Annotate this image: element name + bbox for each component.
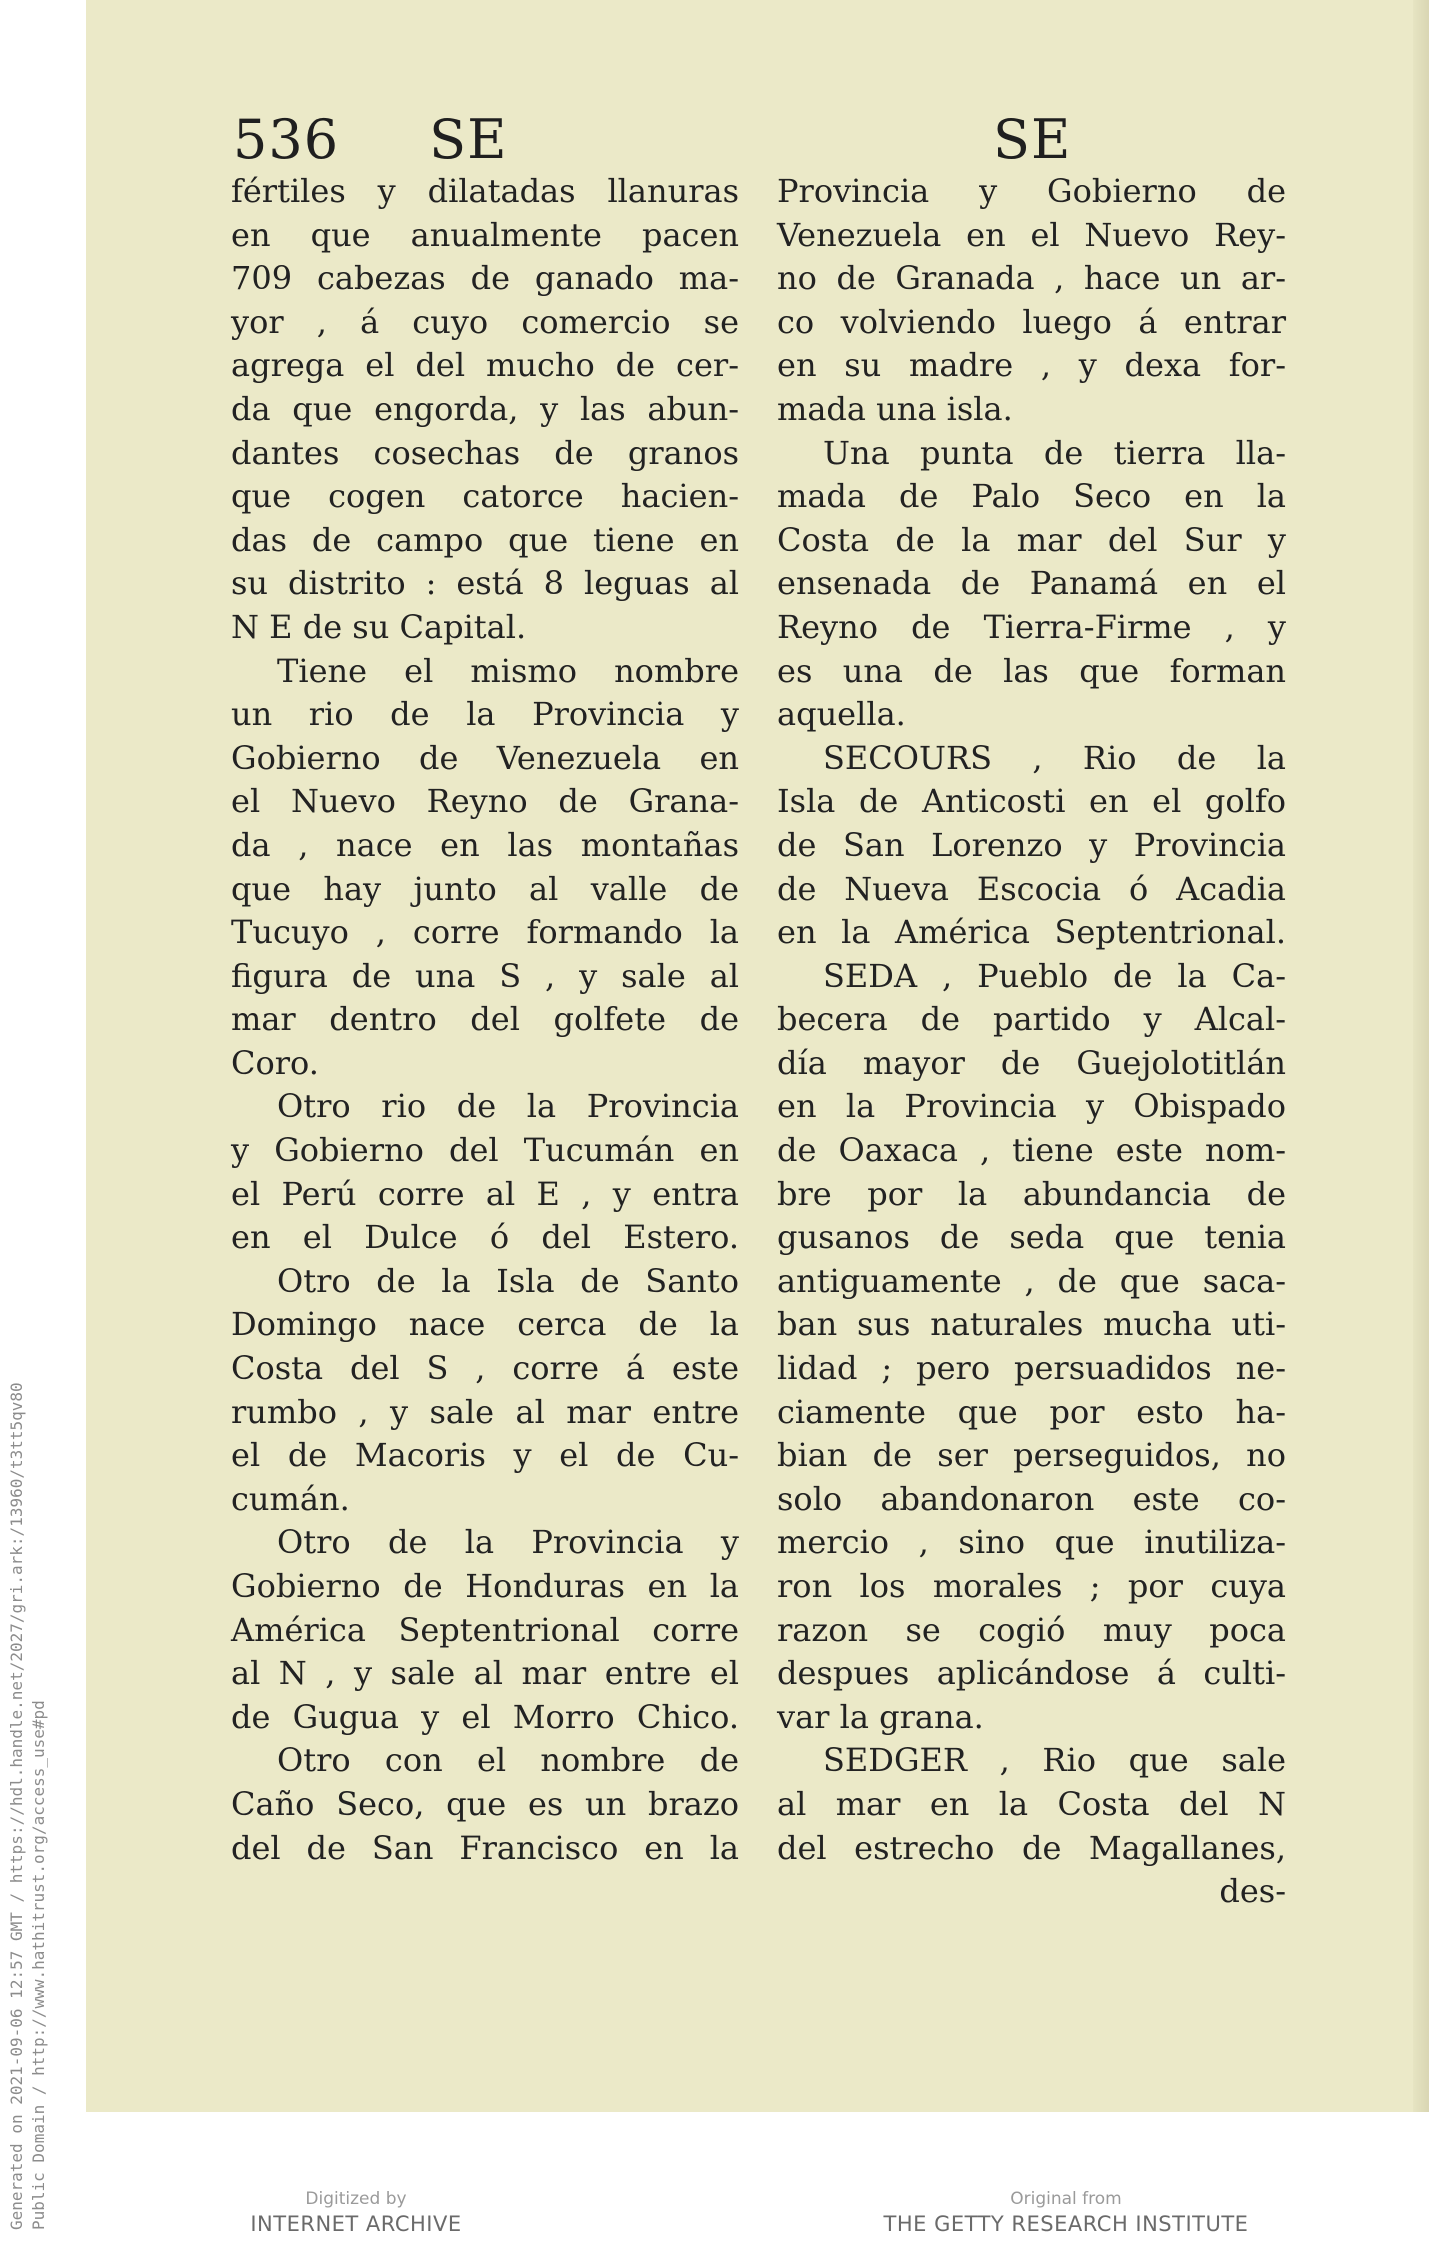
right-column-line: var la grana. [777,1697,984,1736]
digitized-by-credit [236,2188,476,2238]
right-column-line: en su madre , y dexa for- [777,346,1286,385]
right-column-line: de San Lorenzo y Provincia [777,825,1286,864]
original-from-credit [866,2188,1266,2238]
left-column-line: figura de una S , y sale al [231,956,739,995]
right-text-column [777,170,1286,1914]
right-column-line: bre por la abundancia de [777,1174,1286,1213]
right-column-line: del estrecho de Magallanes, [777,1828,1286,1867]
left-column-line: al N , y sale al mar entre el [231,1654,739,1693]
left-column-line: N E de su Capital. [231,607,527,646]
right-column-line: Venezuela en el Nuevo Rey- [777,215,1286,254]
right-column-line: no de Granada , hace un ar- [777,259,1286,298]
right-running-head: SE [993,108,1072,171]
left-column-line: su distrito : está 8 leguas al [231,564,739,603]
left-column-line: el Perú corre al E , y entra [231,1174,739,1213]
right-column-line: ciamente que por esto ha- [777,1392,1286,1431]
page-number: 536 [233,108,340,171]
left-column-line: Gobierno de Venezuela en [231,738,739,777]
right-column-line: gusanos de seda que tenia [777,1218,1286,1257]
left-column-line: yor , á cuyo comercio se [231,302,739,341]
right-column-line: mada de Palo Seco en la [777,477,1286,516]
right-column-line: de Oaxaca , tiene este nom- [777,1131,1286,1170]
left-text-column [231,170,739,1870]
right-column-line: es una de las que forman [777,651,1286,690]
right-column-line: mercio , sino que inutiliza- [777,1523,1286,1562]
right-column-line: aquella. [777,695,906,734]
left-column-line: Domingo nace cerca de la [231,1305,739,1344]
right-column-line: Provincia y Gobierno de [777,172,1286,210]
left-column-line: el de Macoris y el de Cu- [231,1436,739,1475]
right-column-line: solo abandonaron este co- [777,1479,1286,1518]
generation-notice-line-1: Generated on 2021-09-06 12:57 GMT / https://hdl.handle.net/2027/gri.ark:/13960/t3tt5qv80 [7,1382,26,2230]
page-gutter-shadow [1413,0,1429,2112]
left-column-line: Tucuyo , corre formando la [231,913,739,952]
getty-institute-label: THE GETTY RESEARCH INSTITUTE [883,2212,1249,2236]
left-column-line: del de San Francisco en la [231,1828,739,1867]
right-column-line: SEDA , Pueblo de la Ca- [823,956,1286,995]
left-column-line: fértiles y dilatadas llanuras [231,172,739,210]
left-column-line: y Gobierno del Tucumán en [231,1131,739,1170]
original-from-label: Original from [1010,2189,1122,2209]
left-column-line: da que engorda, y las abun- [231,389,739,428]
right-column-line: razon se cogió muy poca [777,1610,1286,1649]
generation-notice-line-2: Public Domain / http://www.hathitrust.org/access_use#pd [29,1700,48,2230]
right-column-line: de Nueva Escocia ó Acadia [777,869,1286,908]
left-column-line: Coro. [231,1043,319,1082]
left-column-line: un rio de la Provincia y [231,695,739,734]
right-column-line: Reyno de Tierra-Firme , y [777,607,1286,646]
right-column-line: co volviendo luego á entrar [777,302,1286,341]
left-column-line: Otro con el nombre de [277,1741,739,1780]
left-column-line: 709 cabezas de ganado ma- [231,259,739,298]
right-column-line: despues aplicándose á culti- [777,1654,1286,1693]
digitized-by-label: Digitized by [305,2189,407,2209]
left-column-line: Tiene el mismo nombre [277,651,739,690]
left-column-line: de Gugua y el Morro Chico. [231,1697,739,1736]
right-column-line: en la América Septentrional. [777,913,1286,952]
left-column-line: en el Dulce ó del Estero. [231,1218,739,1257]
left-column-line: das de campo que tiene en [231,520,739,559]
right-column-line: ensenada de Panamá en el [777,564,1286,603]
right-column-line: ron los morales ; por cuya [777,1567,1286,1605]
right-column-line: antiguamente , de que saca- [777,1261,1286,1300]
left-column-line: Otro rio de la Provincia [277,1087,739,1126]
left-column-line: Costa del S , corre á este [231,1349,739,1388]
right-column-line: Una punta de tierra lla- [823,433,1286,472]
left-column-line: que cogen catorce hacien- [231,477,739,516]
right-column-line: des- [1219,1872,1286,1911]
left-column-line: Otro de la Provincia y [277,1523,739,1562]
internet-archive-label: INTERNET ARCHIVE [250,2212,462,2236]
right-column-line: lidad ; pero persuadidos ne- [777,1349,1286,1388]
left-column-line: cumán. [231,1479,350,1518]
right-column-line: Costa de la mar del Sur y [777,520,1286,559]
right-column-line: Isla de Anticosti en el golfo [777,782,1286,821]
left-column-line: América Septentrional corre [231,1610,739,1649]
left-heading: SE [429,108,508,171]
left-column-line: el Nuevo Reyno de Grana- [231,782,739,821]
right-column-line: día mayor de Guejolotitlán [777,1043,1286,1082]
right-column-line: en la Provincia y Obispado [777,1087,1286,1126]
left-column-line: en que anualmente pacen [231,215,739,254]
right-column-line: mada una isla. [777,389,1013,428]
left-column-line: da , nace en las montañas [231,825,739,864]
right-column-line: ban sus naturales mucha uti- [777,1305,1286,1344]
left-column-line: rumbo , y sale al mar entre [231,1392,739,1431]
left-column-line: dantes cosechas de granos [231,433,739,472]
left-column-line: Gobierno de Honduras en la [231,1567,739,1605]
right-column-line: al mar en la Costa del N [777,1784,1286,1823]
right-column-line: SEDGER , Rio que sale [823,1741,1286,1780]
left-column-line: agrega el del mucho de cer- [231,346,739,385]
left-column-line: Otro de la Isla de Santo [277,1261,739,1300]
right-column-line: becera de partido y Alcal- [777,1000,1286,1039]
left-column-line: que hay junto al valle de [231,869,739,908]
right-column-line: bian de ser perseguidos, no [777,1436,1286,1475]
right-column-line: SECOURS , Rio de la [823,738,1286,777]
left-column-line: Caño Seco, que es un brazo [231,1784,739,1823]
generation-notice [6,1080,50,2230]
left-column-line: mar dentro del golfete de [231,1000,739,1039]
left-running-head [233,108,508,172]
